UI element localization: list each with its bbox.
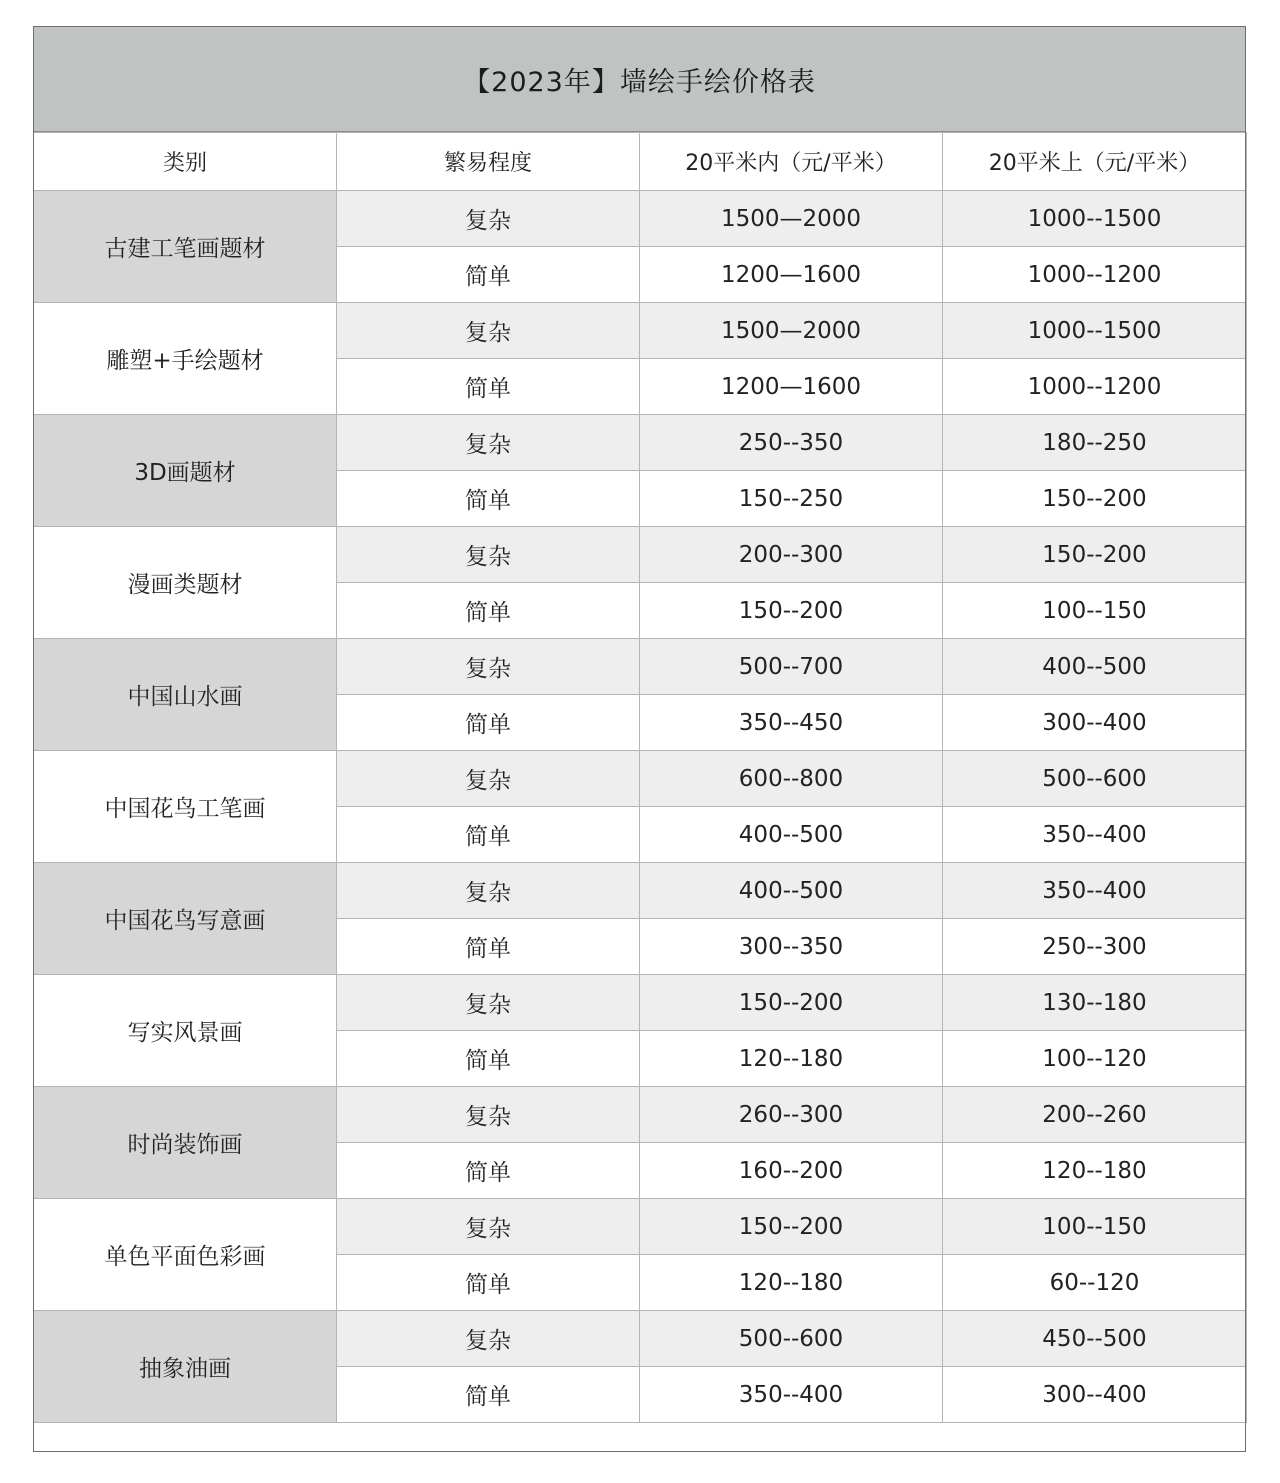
price-under-20-cell: 1500—2000	[640, 191, 943, 247]
category-cell: 3D画题材	[34, 415, 337, 527]
difficulty-cell: 复杂	[337, 1087, 640, 1143]
price-over-20-cell: 100--120	[943, 1031, 1247, 1087]
price-under-20-cell: 500--600	[640, 1311, 943, 1367]
difficulty-cell: 复杂	[337, 639, 640, 695]
category-cell: 古建工笔画题材	[34, 191, 337, 303]
price-under-20-cell: 600--800	[640, 751, 943, 807]
price-over-20-cell: 500--600	[943, 751, 1247, 807]
table-title: 【2023年】墙绘手绘价格表	[33, 26, 1246, 132]
price-under-20-cell: 300--350	[640, 919, 943, 975]
difficulty-cell: 简单	[337, 359, 640, 415]
header-price-over-20: 20平米上（元/平米）	[943, 133, 1247, 191]
price-under-20-cell: 250--350	[640, 415, 943, 471]
table-row	[34, 1087, 1247, 1143]
table-row	[34, 415, 1247, 471]
difficulty-cell: 复杂	[337, 191, 640, 247]
category-cell: 中国花鸟写意画	[34, 863, 337, 975]
price-under-20-cell: 120--180	[640, 1031, 943, 1087]
price-under-20-cell: 1500—2000	[640, 303, 943, 359]
difficulty-cell: 简单	[337, 1143, 640, 1199]
price-under-20-cell: 150--200	[640, 975, 943, 1031]
price-over-20-cell: 350--400	[943, 807, 1247, 863]
table-row	[34, 191, 1247, 247]
difficulty-cell: 简单	[337, 807, 640, 863]
header-row	[34, 133, 1247, 191]
category-cell: 抽象油画	[34, 1311, 337, 1423]
price-under-20-cell: 120--180	[640, 1255, 943, 1311]
difficulty-cell: 简单	[337, 1255, 640, 1311]
price-over-20-cell: 1000--1200	[943, 247, 1247, 303]
price-over-20-cell: 150--200	[943, 471, 1247, 527]
price-table	[33, 132, 1247, 1423]
price-over-20-cell: 450--500	[943, 1311, 1247, 1367]
price-under-20-cell: 400--500	[640, 807, 943, 863]
price-over-20-cell: 180--250	[943, 415, 1247, 471]
header-difficulty: 繁易程度	[337, 133, 640, 191]
category-cell: 中国山水画	[34, 639, 337, 751]
price-over-20-cell: 350--400	[943, 863, 1247, 919]
price-under-20-cell: 150--250	[640, 471, 943, 527]
price-under-20-cell: 150--200	[640, 583, 943, 639]
category-cell: 写实风景画	[34, 975, 337, 1087]
table-row	[34, 975, 1247, 1031]
price-over-20-cell: 1000--1500	[943, 303, 1247, 359]
difficulty-cell: 简单	[337, 919, 640, 975]
difficulty-cell: 简单	[337, 471, 640, 527]
difficulty-cell: 简单	[337, 247, 640, 303]
price-over-20-cell: 1000--1500	[943, 191, 1247, 247]
price-under-20-cell: 500--700	[640, 639, 943, 695]
difficulty-cell: 复杂	[337, 863, 640, 919]
price-over-20-cell: 100--150	[943, 583, 1247, 639]
price-over-20-cell: 400--500	[943, 639, 1247, 695]
price-under-20-cell: 1200—1600	[640, 247, 943, 303]
price-over-20-cell: 120--180	[943, 1143, 1247, 1199]
price-under-20-cell: 200--300	[640, 527, 943, 583]
table-row	[34, 527, 1247, 583]
table-row	[34, 303, 1247, 359]
table-row	[34, 1311, 1247, 1367]
category-cell: 单色平面色彩画	[34, 1199, 337, 1311]
price-over-20-cell: 300--400	[943, 695, 1247, 751]
price-over-20-cell: 250--300	[943, 919, 1247, 975]
difficulty-cell: 简单	[337, 695, 640, 751]
category-cell: 雕塑+手绘题材	[34, 303, 337, 415]
price-under-20-cell: 260--300	[640, 1087, 943, 1143]
difficulty-cell: 复杂	[337, 527, 640, 583]
price-over-20-cell: 100--150	[943, 1199, 1247, 1255]
difficulty-cell: 简单	[337, 1031, 640, 1087]
price-over-20-cell: 130--180	[943, 975, 1247, 1031]
difficulty-cell: 复杂	[337, 303, 640, 359]
price-over-20-cell: 300--400	[943, 1367, 1247, 1423]
difficulty-cell: 复杂	[337, 1311, 640, 1367]
difficulty-cell: 复杂	[337, 415, 640, 471]
price-table-sheet	[33, 26, 1246, 1423]
price-under-20-cell: 160--200	[640, 1143, 943, 1199]
price-under-20-cell: 350--400	[640, 1367, 943, 1423]
table-row	[34, 1199, 1247, 1255]
price-under-20-cell: 1200—1600	[640, 359, 943, 415]
price-over-20-cell: 150--200	[943, 527, 1247, 583]
category-cell: 漫画类题材	[34, 527, 337, 639]
price-under-20-cell: 350--450	[640, 695, 943, 751]
difficulty-cell: 复杂	[337, 751, 640, 807]
difficulty-cell: 简单	[337, 583, 640, 639]
price-over-20-cell: 200--260	[943, 1087, 1247, 1143]
header-price-under-20: 20平米内（元/平米）	[640, 133, 943, 191]
table-row	[34, 751, 1247, 807]
price-over-20-cell: 1000--1200	[943, 359, 1247, 415]
category-cell: 中国花鸟工笔画	[34, 751, 337, 863]
table-row	[34, 639, 1247, 695]
price-under-20-cell: 150--200	[640, 1199, 943, 1255]
price-under-20-cell: 400--500	[640, 863, 943, 919]
difficulty-cell: 简单	[337, 1367, 640, 1423]
table-row	[34, 863, 1247, 919]
difficulty-cell: 复杂	[337, 975, 640, 1031]
header-category: 类别	[34, 133, 337, 191]
difficulty-cell: 复杂	[337, 1199, 640, 1255]
price-over-20-cell: 60--120	[943, 1255, 1247, 1311]
category-cell: 时尚装饰画	[34, 1087, 337, 1199]
